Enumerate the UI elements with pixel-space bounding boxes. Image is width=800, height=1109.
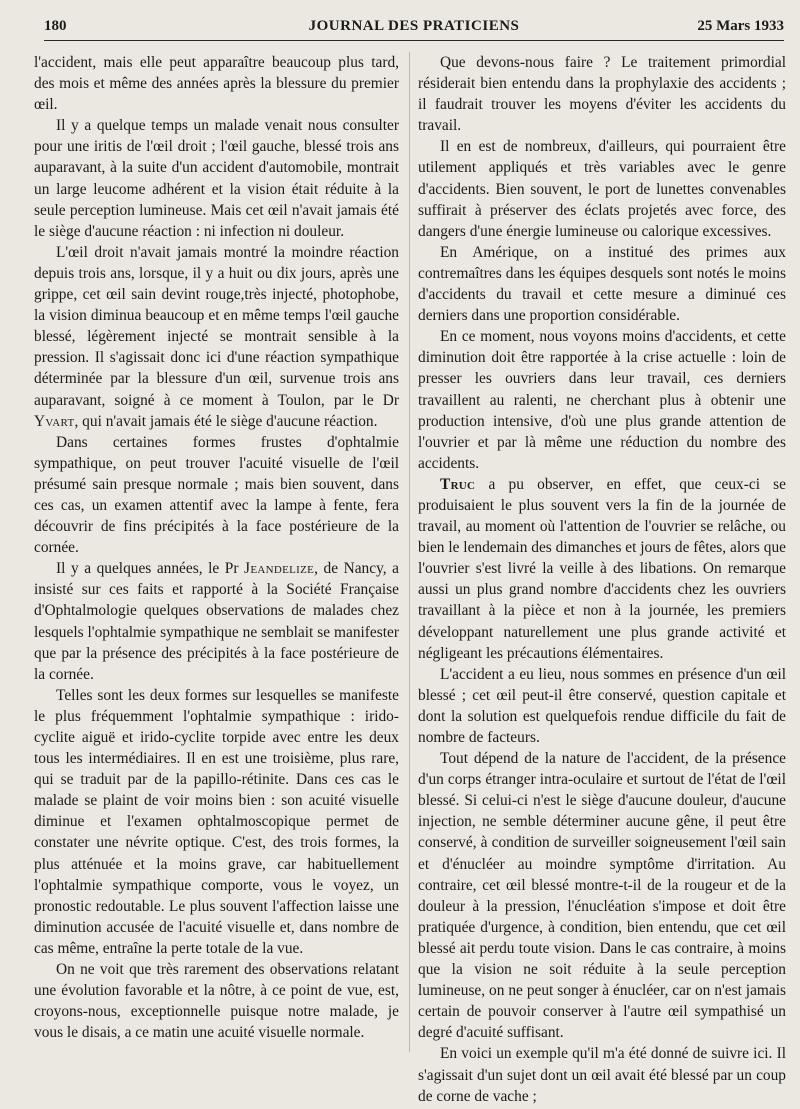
paragraph: On ne voit que très rarement des observations relatant une évolution favorable et la nôtre, à ce point de vue, est, croyons-nous, exceptionnelle puisque notre malade, je vous le disais, a ce matin une acuité visuelle normale. (34, 961, 399, 1042)
paragraph: Telles sont les deux formes sur lesquelles se manifeste le plus fréquemment l'ophtalmie sympathique : irido-cyclite aiguë et irido-cyclite torpide avec entre les deux tous les intermédiaires. Il en est une troisième, plus rare, qui se traduit par de la papillo-rétinite. Dans ces cas le malade se plaint de voir moins bien : son acuité visuelle diminue et l'examen ophtalmoscopique permet de constater une névrite optique. C'est, des trois formes, la plus atténuée et la moins grave, car habituellement l'ophtalmie sympathique comporte, vous le voyez, un pronostic redoutable. Le plus souvent l'affection laisse une diminution accusée de l'acuité visuelle et, dans nombre de cas même, entraîne la perte totale de la vue. (34, 686, 399, 957)
paragraph: En ce moment, nous voyons moins d'accidents, et cette diminution doit être rapportée à la crise actuelle : loin de presser les ouvriers dans leur travail, ces derniers travaillent au ralenti, ne cherchant plus à obtenir une production intensive, d'où une plus grande attention de l'ouvrier et par là même une réduction du nombre des accidents. (418, 328, 786, 472)
paragraph: Que devons-nous faire ? Le traitement primordial résiderait bien entendu dans la prophylaxie des accidents ; il faudrait trouver les moyens d'éviter les accidents du travail. (418, 54, 786, 135)
journal-title: JOURNAL DES PRATICIENS (308, 18, 520, 34)
paragraph (34, 558, 399, 685)
page-number: 180 (44, 18, 67, 34)
paragraph: Tout dépend de la nature de l'accident, de la présence d'un corps étranger intra-oculaire et surtout de l'état de l'œil blessé. Si celui-ci n'est le siège d'aucune douleur, d'aucune injection, ne semble déterminer aucune gêne, il peut être conservé, à condition de surveiller soigneusement l'œil sain et d'énucléer au moindre symptôme d'irritation. Au contraire, cet œil blessé montre-t-il de la rougeur et de la douleur à la pression, l'énucléation s'impose et doit être pratiquée d'urgence, à condition, bien entendu, que cet œil blessé ait perdu toute vision. Dans le cas contraire, à moins que la vision ne soit réduite à la seule perception lumineuse, on ne peut songer à énucléer, car on n'est jamais certain de pouvoir conserver à l'autre œil sympathisé un degré d'acuité suffisant. (418, 750, 786, 1042)
title-abbrev: Dr (382, 391, 399, 409)
paragraph: En Amérique, on a institué des primes aux contremaîtres dans les équipes desquels sont notés le moins d'accidents du travail et cette mesure a diminué ces derniers dans une proportion considérable. (418, 243, 786, 325)
author-name: Truc (440, 475, 476, 493)
running-header (44, 14, 784, 41)
paragraph: l'accident, mais elle peut apparaître beaucoup plus tard, des mois et même des années après la blessure du premier œil. (34, 54, 399, 114)
right-column (418, 52, 786, 1107)
issue-date: 25 Mars 1933 (697, 18, 784, 34)
author-name: Yvart (34, 412, 75, 430)
paragraph: Il y a quelque temps un malade venait nous consulter pour une iritis de l'œil droit ; l'œil gauche, blessé trois ans auparavant, à la suite d'un accident d'automobile, montrait un large leucome adhérent et la vision était réduite à la seule perception lumineuse. Mais cet œil n'avait jamais été le siège d'aucune réaction : ni infection ni douleur. (34, 117, 399, 240)
paragraph (34, 242, 399, 432)
column-divider (409, 52, 410, 1052)
paragraph-text: a pu observer, en effet, que ceux-ci se produisaient le plus souvent vers la fin de la journée de travail, au moment où l'attention de l'ouvrier se relâche, ou bien le lendemain des dimanches et jours de fêtes, alors que l'ouvrier s'est livré la veille à des libations. On remarque aussi un plus grand nombre d'accidents chez les ouvriers travaillant à la pièce et non à la journée, les premiers développant naturellement une plus grande activité et négligeant les précautions élémentaires. (418, 475, 786, 662)
paragraph: Dans certaines formes frustes d'ophtalmie sympathique, on peut trouver l'acuité visuelle de l'œil présumé sain presque normale ; mais bien souvent, dans ces cas, un examen attentif avec la lampe à fente, fera découvrir de fins précipités à la face postérieure de la cornée. (34, 433, 399, 557)
paragraph: Il en est de nombreux, d'ailleurs, qui pourraient être utilement appliqués et très variables avec le genre d'accidents. Bien souvent, le port de lunettes convenables suffirait à préserver des éclats projetés avec force, des dangers d'une énergie lumineuse ou calorique excessives. (418, 138, 786, 240)
left-column (34, 52, 399, 1043)
title-abbrev: Pr (224, 560, 239, 578)
paragraph-text: , qui n'avait jamais été le siège d'aucune réaction. (74, 412, 378, 430)
paragraph-text: , de Nancy, a insisté sur ces faits et rapporté à la Société Française d'Ophtalmologie quelques observations de malades chez lesquels l'ophtalmie sympathique ne semblait se manifester que par la présence des précipités à la face postérieure de la cornée. (34, 560, 399, 683)
author-name: Jeandelize (244, 560, 315, 578)
paragraph: L'accident a eu lieu, nous sommes en présence d'un œil blessé ; cet œil peut-il être conservé, question capitale et dont la solution est quelquefois rendue difficile du fait de nombre de facteurs. (418, 665, 786, 746)
paragraph-text: L'œil droit n'avait jamais montré la moindre réaction depuis trois ans, lorsque, il y a huit ou dix jours, après une grippe, cet œil sain devint rouge,très injecté, photophobe, la vision diminua beaucoup et en même temps l'œil gauche blessé, légèrement injecté se montrait sensible à la pression. Il s'agissait donc ici d'une réaction sympathique déterminée par la blessure d'un œil, survenue trois ans auparavant, soigné à ce moment à Toulon, par le (34, 243, 399, 409)
paragraph: En voici un exemple qu'il m'a été donné de suivre ici. Il s'agissait d'un sujet dont un œil avait été blessé par un coup de corne de vache ; (418, 1045, 786, 1105)
paragraph-text: Il y a quelques années, le (56, 560, 220, 578)
paragraph (418, 474, 786, 664)
